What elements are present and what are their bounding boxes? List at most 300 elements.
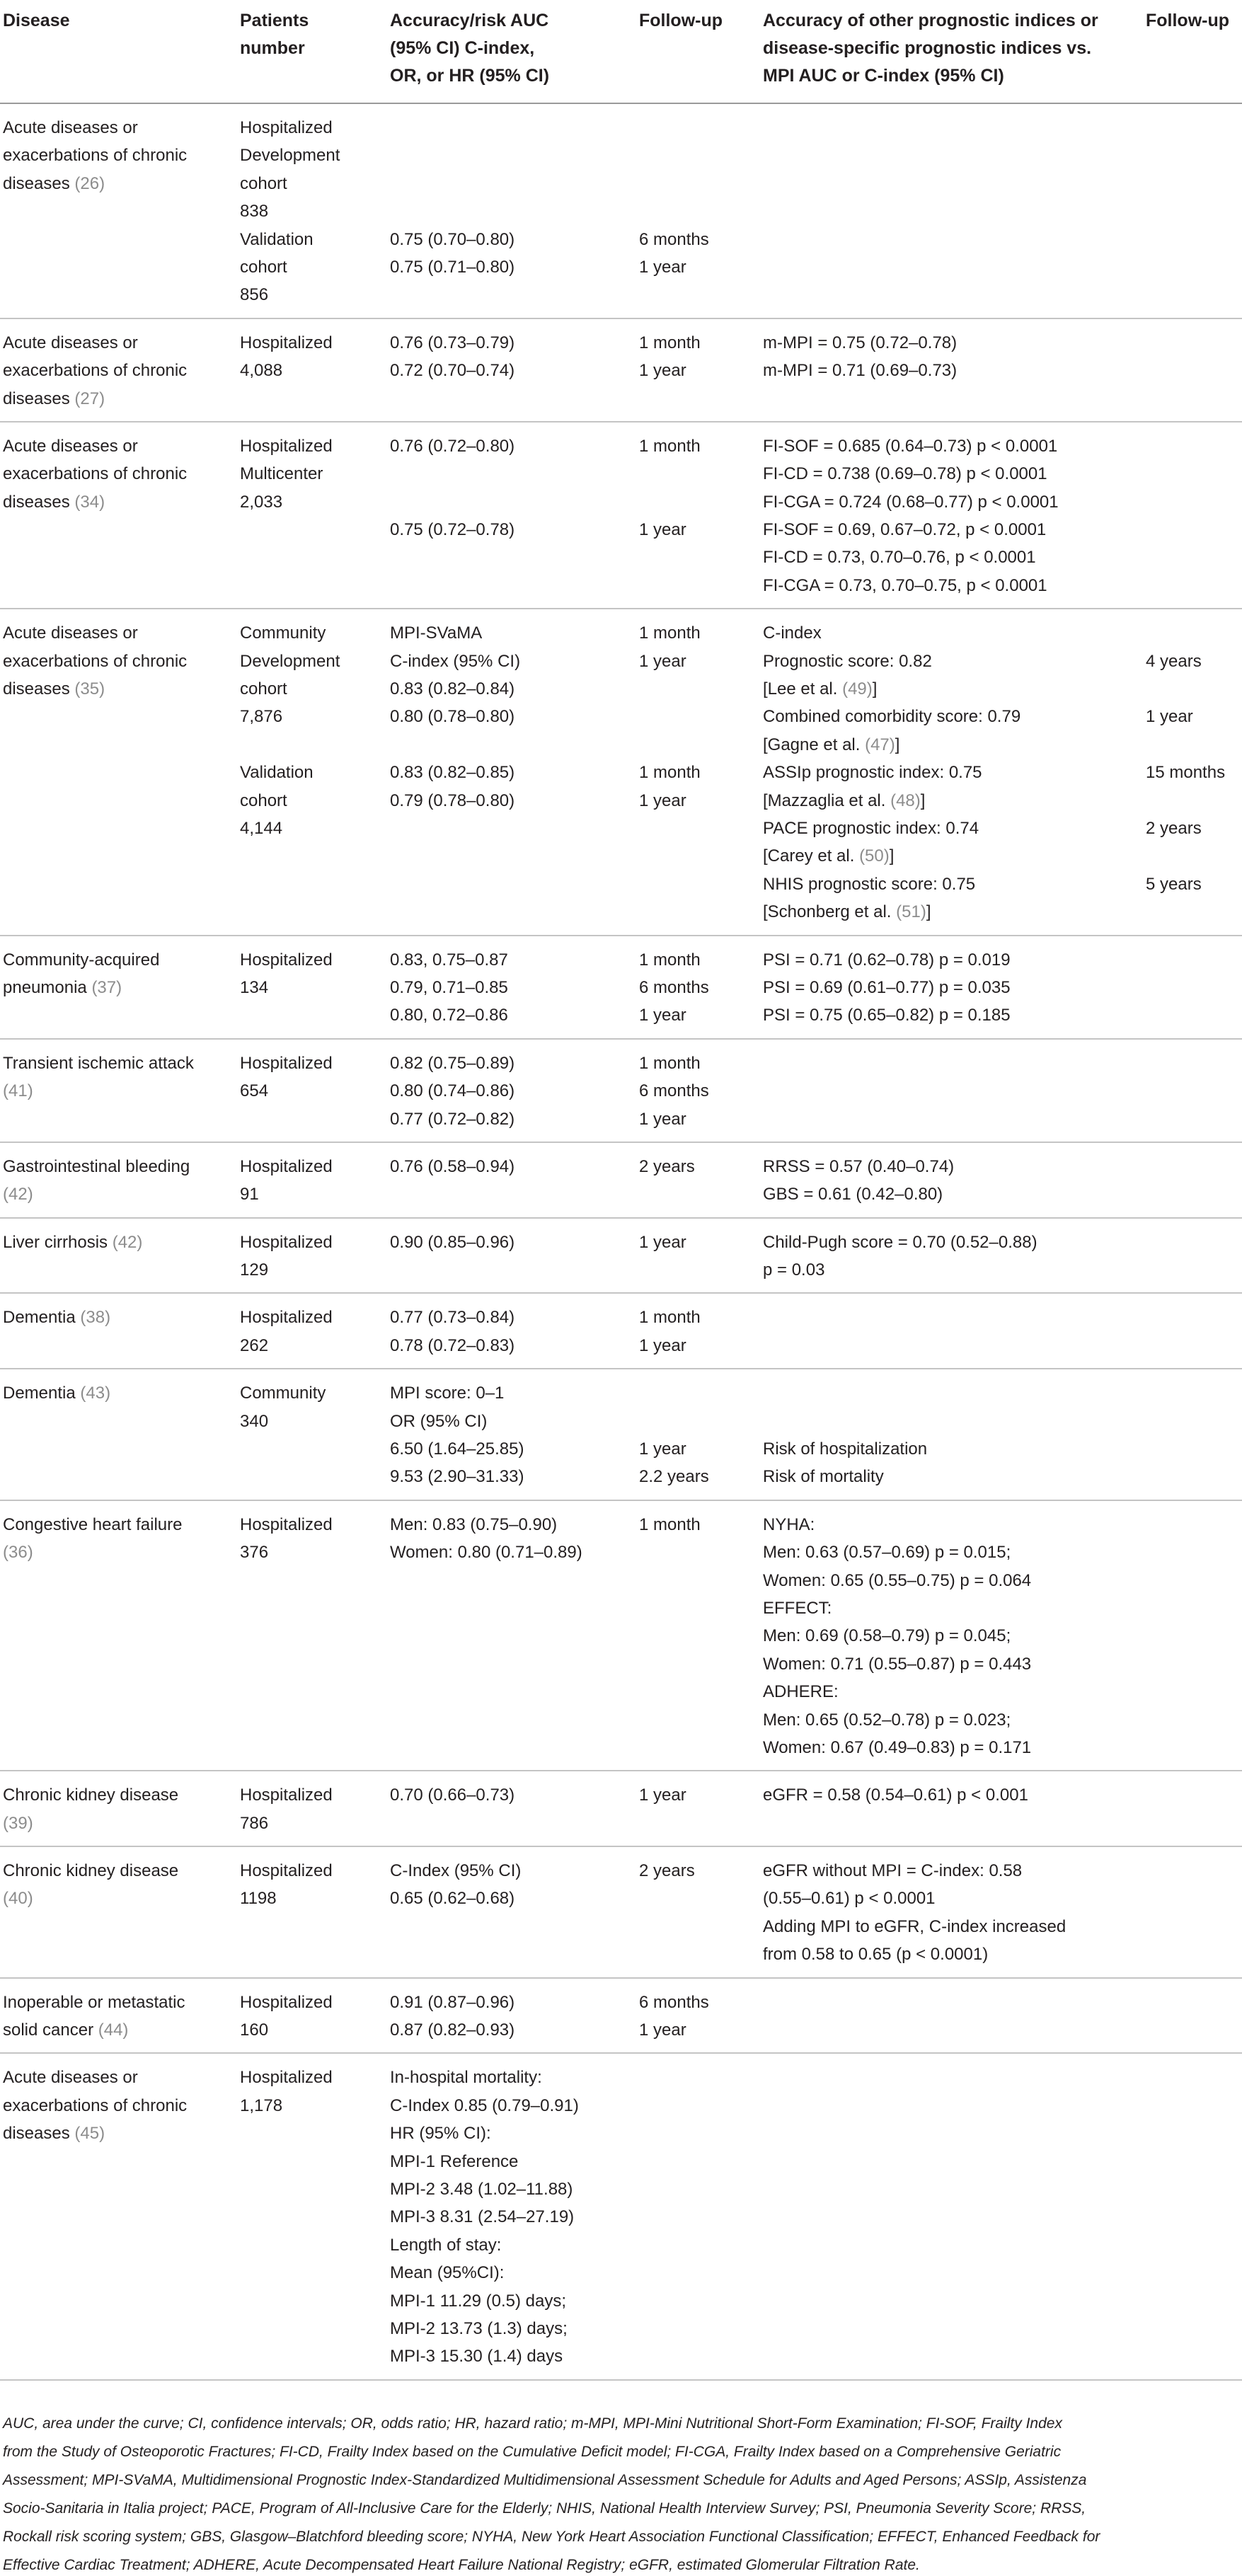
cell-line bbox=[390, 197, 632, 225]
accuracy-cell bbox=[387, 1293, 636, 1369]
cell-line: 1 year bbox=[639, 790, 686, 810]
disease-cell bbox=[0, 1771, 237, 1846]
cell-line: 0.82 (0.75–0.89) bbox=[390, 1053, 515, 1073]
accuracy-cell bbox=[387, 422, 636, 609]
cell-line: Dementia (38) bbox=[3, 1308, 111, 1328]
cell-line: 1 month bbox=[639, 1308, 701, 1328]
cell-line bbox=[639, 675, 756, 703]
table-row bbox=[0, 1369, 1242, 1500]
table-header bbox=[0, 0, 1242, 103]
cell-line: Hospitalized bbox=[240, 1514, 333, 1534]
cell-line: Development bbox=[240, 651, 340, 671]
follow-up-2-cell bbox=[1143, 422, 1242, 609]
patients-cell bbox=[237, 1846, 387, 1978]
cell-line: Hospitalized bbox=[240, 436, 333, 456]
cell-line: diseases (35) bbox=[3, 679, 105, 699]
cell-line: HR (95% CI): bbox=[390, 2124, 491, 2144]
cell-line: [Mazzaglia et al. (48)] bbox=[763, 790, 926, 810]
other-indices-cell bbox=[760, 1500, 1143, 1771]
patients-cell bbox=[237, 1771, 387, 1846]
cell-line: 856 bbox=[240, 285, 269, 305]
disease-cell bbox=[0, 1293, 237, 1369]
patients-cell bbox=[237, 1293, 387, 1369]
cell-line: cohort bbox=[240, 679, 287, 699]
cell-line: MPI-2 13.73 (1.3) days; bbox=[390, 2318, 568, 2338]
cell-line: exacerbations of chronic bbox=[3, 146, 188, 166]
cell-line: 0.83, 0.75–0.87 bbox=[390, 950, 508, 970]
cell-line bbox=[1146, 842, 1238, 870]
cell-line: 5 years bbox=[1146, 874, 1202, 894]
accuracy-cell bbox=[387, 609, 636, 935]
cell-line: Hospitalized bbox=[240, 1861, 333, 1881]
cell-line: eGFR = 0.58 (0.54–0.61) p < 0.001 bbox=[763, 1786, 1028, 1805]
disease-cell bbox=[0, 609, 237, 935]
follow-up-2-cell bbox=[1143, 1500, 1242, 1771]
patients-cell bbox=[237, 609, 387, 935]
cell-line: 0.79 (0.78–0.80) bbox=[390, 790, 515, 810]
cell-line bbox=[763, 1379, 1139, 1407]
follow-up-cell bbox=[636, 1039, 760, 1142]
cell-line: 1,178 bbox=[240, 2095, 283, 2115]
cell-line: 838 bbox=[240, 202, 269, 222]
cell-line: (36) bbox=[3, 1543, 33, 1563]
cell-line: 2 years bbox=[639, 1156, 695, 1176]
cell-line bbox=[639, 703, 756, 730]
cell-line: Prognostic score: 0.82 bbox=[763, 651, 932, 671]
cell-line: 0.77 (0.73–0.84) bbox=[390, 1308, 515, 1328]
cell-line: 1 month bbox=[639, 333, 701, 352]
cell-line: PSI = 0.69 (0.61–0.77) p = 0.035 bbox=[763, 977, 1011, 997]
cell-line: MPI-1 11.29 (0.5) days; bbox=[390, 2291, 566, 2311]
cell-line: [Lee et al. (49)] bbox=[763, 679, 878, 699]
cell-line: 376 bbox=[240, 1543, 269, 1563]
disease-cell bbox=[0, 1846, 237, 1978]
cell-line: Length of stay: bbox=[390, 2235, 502, 2255]
disease-cell bbox=[0, 103, 237, 318]
cell-line: 1 year bbox=[639, 651, 686, 671]
table-body bbox=[0, 103, 1242, 2380]
follow-up-2-cell bbox=[1143, 1978, 1242, 2054]
cell-line bbox=[1146, 619, 1238, 647]
cell-line: 4 years bbox=[1146, 651, 1202, 671]
follow-up-2-cell bbox=[1143, 1039, 1242, 1142]
cell-line: Hospitalized bbox=[240, 2068, 333, 2088]
footnote-line: Effective Cardiac Treatment; ADHERE, Acute Decompensated Heart Failure National Registry; eGFR, estimated Glomerular Filtration Rate. bbox=[3, 2557, 920, 2573]
cell-line bbox=[390, 142, 632, 169]
table-footnote bbox=[3, 2410, 1242, 2576]
cell-line: Men: 0.65 (0.52–0.78) p = 0.023; bbox=[763, 1710, 1011, 1730]
cell-line: MPI-SVaMA bbox=[390, 623, 483, 643]
accuracy-cell bbox=[387, 1039, 636, 1142]
table-row bbox=[0, 609, 1242, 935]
header-patients-number: Patients number bbox=[237, 0, 387, 103]
header-row bbox=[0, 0, 1242, 103]
header-disease: Disease bbox=[0, 0, 237, 103]
header-other-indices: Accuracy of other prognostic indices or disease-specific prognostic indices vs. MPI AUC or C-index (95% CI) bbox=[760, 0, 1143, 103]
accuracy-cell bbox=[387, 1846, 636, 1978]
cell-line: Acute diseases or bbox=[3, 118, 138, 137]
cell-line: 0.80 (0.78–0.80) bbox=[390, 707, 515, 727]
header-follow-up-2: Follow-up bbox=[1143, 0, 1242, 103]
footnote-line: Rockall risk scoring system; GBS, Glasgow–Blatchford bleeding score; NYHA, New York Heart Association Functional Classification; EFFECT, Enhanced Feedback for bbox=[3, 2529, 1100, 2545]
cell-line: Hospitalized bbox=[240, 118, 333, 137]
cell-line: Acute diseases or bbox=[3, 436, 138, 456]
cell-line: 0.91 (0.87–0.96) bbox=[390, 1992, 515, 2012]
follow-up-cell bbox=[636, 318, 760, 422]
cell-line: 0.87 (0.82–0.93) bbox=[390, 2020, 515, 2040]
cell-line bbox=[1146, 731, 1238, 759]
footnote-line: from the Study of Osteoporotic Fractures; FI-CD, Frailty Index based on the Cumulative Deficit model; FI-CGA, Frailty Index based on a Comprehensive Geriatric bbox=[3, 2444, 1062, 2460]
cell-line: NHIS prognostic score: 0.75 bbox=[763, 874, 976, 894]
cell-line: RRSS = 0.57 (0.40–0.74) bbox=[763, 1156, 955, 1176]
follow-up-cell bbox=[636, 1142, 760, 1218]
cell-line: Hospitalized bbox=[240, 1786, 333, 1805]
cell-line: exacerbations of chronic bbox=[3, 464, 188, 484]
cell-line: OR (95% CI) bbox=[390, 1411, 488, 1431]
cell-line: Gastrointestinal bleeding bbox=[3, 1156, 190, 1176]
cell-line: 0.72 (0.70–0.74) bbox=[390, 361, 515, 381]
follow-up-cell bbox=[636, 1500, 760, 1771]
cell-line: MPI-3 15.30 (1.4) days bbox=[390, 2347, 563, 2367]
cell-line: eGFR without MPI = C-index: 0.58 bbox=[763, 1861, 1023, 1881]
cell-line: p = 0.03 bbox=[763, 1260, 825, 1280]
cell-line: diseases (34) bbox=[3, 492, 105, 512]
other-indices-cell bbox=[760, 2053, 1143, 2379]
accuracy-cell bbox=[387, 936, 636, 1039]
follow-up-2-cell bbox=[1143, 609, 1242, 935]
follow-up-2-cell bbox=[1143, 1142, 1242, 1218]
other-indices-cell bbox=[760, 1846, 1143, 1978]
cell-line bbox=[390, 170, 632, 197]
cell-line: 1 year bbox=[639, 361, 686, 381]
cell-line: Transient ischemic attack bbox=[3, 1053, 194, 1073]
cell-line: exacerbations of chronic bbox=[3, 651, 188, 671]
cell-line: 1 year bbox=[639, 257, 686, 277]
cell-line: 0.70 (0.66–0.73) bbox=[390, 1786, 515, 1805]
cell-line: [Carey et al. (50)] bbox=[763, 846, 895, 866]
patients-cell bbox=[237, 1039, 387, 1142]
follow-up-cell bbox=[636, 103, 760, 318]
disease-cell bbox=[0, 2053, 237, 2379]
cell-line: MPI-1 Reference bbox=[390, 2151, 519, 2171]
cell-line: Hospitalized bbox=[240, 1156, 333, 1176]
cell-line: 340 bbox=[240, 1411, 269, 1431]
cell-line: MPI score: 0–1 bbox=[390, 1384, 505, 1403]
cell-line: 1 month bbox=[639, 436, 701, 456]
cell-line: 1 year bbox=[639, 1109, 686, 1129]
cell-line: 2.2 years bbox=[639, 1467, 709, 1487]
cell-line: Men: 0.63 (0.57–0.69) p = 0.015; bbox=[763, 1543, 1011, 1563]
follow-up-2-cell bbox=[1143, 318, 1242, 422]
cell-line: 1 month bbox=[639, 950, 701, 970]
table-row bbox=[0, 2053, 1242, 2379]
cell-line: 1 year bbox=[639, 1006, 686, 1025]
cell-line: m-MPI = 0.75 (0.72–0.78) bbox=[763, 333, 958, 352]
disease-cell bbox=[0, 1039, 237, 1142]
cell-line: 0.76 (0.72–0.80) bbox=[390, 436, 515, 456]
table-row bbox=[0, 1771, 1242, 1846]
cell-line: Hospitalized bbox=[240, 1992, 333, 2012]
disease-cell bbox=[0, 1142, 237, 1218]
cell-line: 1 year bbox=[639, 1786, 686, 1805]
follow-up-cell bbox=[636, 1978, 760, 2054]
cell-line: 6 months bbox=[639, 1992, 709, 2012]
cell-line: Liver cirrhosis (42) bbox=[3, 1232, 143, 1252]
cell-line bbox=[390, 731, 632, 759]
cell-line: MPI-2 3.48 (1.02–11.88) bbox=[390, 2180, 573, 2199]
cell-line: In-hospital mortality: bbox=[390, 2068, 542, 2088]
cell-line: 6 months bbox=[639, 229, 709, 249]
cell-line: exacerbations of chronic bbox=[3, 2095, 188, 2115]
cell-line: 4,088 bbox=[240, 361, 283, 381]
follow-up-cell bbox=[636, 422, 760, 609]
cell-line: PSI = 0.71 (0.62–0.78) p = 0.019 bbox=[763, 950, 1011, 970]
cell-line: 0.78 (0.72–0.83) bbox=[390, 1335, 515, 1355]
cell-line: 1 year bbox=[639, 2020, 686, 2040]
follow-up-2-cell bbox=[1143, 103, 1242, 318]
follow-up-2-cell bbox=[1143, 1369, 1242, 1500]
cell-line: PACE prognostic index: 0.74 bbox=[763, 818, 979, 838]
accuracy-cell bbox=[387, 318, 636, 422]
patients-cell bbox=[237, 318, 387, 422]
cell-line: Men: 0.83 (0.75–0.90) bbox=[390, 1514, 558, 1534]
cell-line: FI-CD = 0.73, 0.70–0.76, p < 0.0001 bbox=[763, 548, 1036, 568]
cell-line: FI-CD = 0.738 (0.69–0.78) p < 0.0001 bbox=[763, 464, 1047, 484]
cell-line: 262 bbox=[240, 1335, 269, 1355]
cell-line: ADHERE: bbox=[763, 1682, 839, 1702]
cell-line: Hospitalized bbox=[240, 950, 333, 970]
cell-line: 7,876 bbox=[240, 707, 283, 727]
cell-line: 160 bbox=[240, 2020, 269, 2040]
cell-line: FI-SOF = 0.69, 0.67–0.72, p < 0.0001 bbox=[763, 520, 1047, 540]
cell-line: Multicenter bbox=[240, 464, 323, 484]
cell-line: 129 bbox=[240, 1260, 269, 1280]
cell-line: Hospitalized bbox=[240, 1308, 333, 1328]
cell-line: 0.76 (0.58–0.94) bbox=[390, 1156, 515, 1176]
cell-line bbox=[639, 460, 756, 488]
cell-line: 0.80, 0.72–0.86 bbox=[390, 1006, 508, 1025]
cell-line: EFFECT: bbox=[763, 1598, 832, 1618]
other-indices-cell bbox=[760, 609, 1143, 935]
disease-cell bbox=[0, 318, 237, 422]
cell-line: Child-Pugh score = 0.70 (0.52–0.88) bbox=[763, 1232, 1037, 1252]
accuracy-cell bbox=[387, 1771, 636, 1846]
cell-line bbox=[639, 170, 756, 197]
table-row bbox=[0, 1978, 1242, 2054]
cell-line: solid cancer (44) bbox=[3, 2020, 129, 2040]
accuracy-cell bbox=[387, 1142, 636, 1218]
disease-cell bbox=[0, 936, 237, 1039]
cell-line: C-Index (95% CI) bbox=[390, 1861, 522, 1881]
other-indices-cell bbox=[760, 1369, 1143, 1500]
cell-line: C-index (95% CI) bbox=[390, 651, 521, 671]
other-indices-cell bbox=[760, 103, 1143, 318]
cell-line: [Gagne et al. (47)] bbox=[763, 735, 900, 754]
other-indices-cell bbox=[760, 1039, 1143, 1142]
cell-line: PSI = 0.75 (0.65–0.82) p = 0.185 bbox=[763, 1006, 1011, 1025]
patients-cell bbox=[237, 1978, 387, 2054]
cell-line: Congestive heart failure bbox=[3, 1514, 183, 1534]
cell-line: FI-CGA = 0.724 (0.68–0.77) p < 0.0001 bbox=[763, 492, 1059, 512]
cell-line: FI-SOF = 0.685 (0.64–0.73) p < 0.0001 bbox=[763, 436, 1058, 456]
disease-cell bbox=[0, 1500, 237, 1771]
cell-line: 9.53 (2.90–31.33) bbox=[390, 1467, 524, 1487]
patients-cell bbox=[237, 422, 387, 609]
cell-line: 1 month bbox=[639, 1514, 701, 1534]
table-row bbox=[0, 1846, 1242, 1978]
cell-line: 1 year bbox=[639, 1232, 686, 1252]
patients-cell bbox=[237, 2053, 387, 2379]
accuracy-cell bbox=[387, 103, 636, 318]
cell-line bbox=[390, 114, 632, 142]
cell-line: 654 bbox=[240, 1081, 269, 1101]
cell-line: Chronic kidney disease bbox=[3, 1861, 179, 1881]
cell-line: 1 year bbox=[1146, 707, 1193, 727]
other-indices-cell bbox=[760, 1142, 1143, 1218]
cell-line: Men: 0.69 (0.58–0.79) p = 0.045; bbox=[763, 1626, 1011, 1646]
cell-line: Community-acquired bbox=[3, 950, 160, 970]
cell-line bbox=[639, 1408, 756, 1435]
follow-up-cell bbox=[636, 2053, 760, 2379]
cell-line: 0.83 (0.82–0.84) bbox=[390, 679, 515, 699]
cell-line bbox=[639, 142, 756, 169]
cell-line: (41) bbox=[3, 1081, 33, 1101]
cell-line: m-MPI = 0.71 (0.69–0.73) bbox=[763, 361, 958, 381]
patients-cell bbox=[237, 1218, 387, 1294]
cell-line: Acute diseases or bbox=[3, 623, 138, 643]
follow-up-cell bbox=[636, 1771, 760, 1846]
cell-line: 2 years bbox=[1146, 818, 1202, 838]
cell-line: Validation bbox=[240, 763, 314, 783]
patients-cell bbox=[237, 1369, 387, 1500]
cell-line: 0.77 (0.72–0.82) bbox=[390, 1109, 515, 1129]
cell-line: cohort bbox=[240, 173, 287, 193]
follow-up-2-cell bbox=[1143, 1293, 1242, 1369]
patients-cell bbox=[237, 1142, 387, 1218]
cell-line: 0.80 (0.74–0.86) bbox=[390, 1081, 515, 1101]
follow-up-cell bbox=[636, 609, 760, 935]
cell-line: Women: 0.67 (0.49–0.83) p = 0.171 bbox=[763, 1737, 1032, 1757]
cell-line: Validation bbox=[240, 229, 314, 249]
cell-line bbox=[639, 488, 756, 516]
cell-line: [Schonberg et al. (51)] bbox=[763, 902, 931, 922]
follow-up-cell bbox=[636, 936, 760, 1039]
cell-line: NYHA: bbox=[763, 1514, 815, 1534]
other-indices-cell bbox=[760, 936, 1143, 1039]
cell-line: Community bbox=[240, 623, 326, 643]
follow-up-cell bbox=[636, 1369, 760, 1500]
cell-line bbox=[1146, 787, 1238, 815]
disease-cell bbox=[0, 1218, 237, 1294]
cell-line: 0.83 (0.82–0.85) bbox=[390, 763, 515, 783]
cell-line: 134 bbox=[240, 977, 269, 997]
cell-line: 1 year bbox=[639, 520, 686, 540]
cell-line: 1198 bbox=[240, 1889, 277, 1909]
cell-line: Hospitalized bbox=[240, 1053, 333, 1073]
cell-line: Dementia (43) bbox=[3, 1384, 111, 1403]
header-follow-up: Follow-up bbox=[636, 0, 760, 103]
cell-line: Hospitalized bbox=[240, 1232, 333, 1252]
accuracy-cell bbox=[387, 1978, 636, 2054]
cell-line: 1 month bbox=[639, 763, 701, 783]
cell-line: 6.50 (1.64–25.85) bbox=[390, 1439, 524, 1459]
header-accuracy: Accuracy/risk AUC (95% CI) C-index, OR, or HR (95% CI) bbox=[387, 0, 636, 103]
cell-line: 0.75 (0.72–0.78) bbox=[390, 520, 515, 540]
table-row bbox=[0, 1293, 1242, 1369]
cell-line: 2,033 bbox=[240, 492, 283, 512]
table-row bbox=[0, 936, 1242, 1039]
follow-up-cell bbox=[636, 1218, 760, 1294]
cell-line: Acute diseases or bbox=[3, 2068, 138, 2088]
cell-line: Risk of hospitalization bbox=[763, 1439, 928, 1459]
follow-up-2-cell bbox=[1143, 936, 1242, 1039]
cell-line: 1 month bbox=[639, 623, 701, 643]
follow-up-2-cell bbox=[1143, 2053, 1242, 2379]
cell-line: Mean (95%CI): bbox=[390, 2263, 505, 2283]
table-row bbox=[0, 422, 1242, 609]
patients-cell bbox=[237, 1500, 387, 1771]
patients-cell bbox=[237, 936, 387, 1039]
cell-line: 0.76 (0.73–0.79) bbox=[390, 333, 515, 352]
follow-up-cell bbox=[636, 1846, 760, 1978]
cell-line: (0.55–0.61) p < 0.0001 bbox=[763, 1889, 936, 1909]
cell-line: cohort bbox=[240, 257, 287, 277]
cell-line: Adding MPI to eGFR, C-index increased bbox=[763, 1916, 1066, 1936]
table-row bbox=[0, 1218, 1242, 1294]
other-indices-cell bbox=[760, 1293, 1143, 1369]
cell-line: diseases (27) bbox=[3, 389, 105, 408]
cell-line: from 0.58 to 0.65 (p < 0.0001) bbox=[763, 1945, 989, 1965]
cell-line: (39) bbox=[3, 1813, 33, 1833]
footnote-line: Socio-Sanitaria in Italia project; PACE, Program of All-Inclusive Care for the Elderly; NHIS, National Health Interview Survey; PSI, Pneumonia Severity Score; RRSS, bbox=[3, 2500, 1086, 2517]
cell-line: 6 months bbox=[639, 977, 709, 997]
footnote-line: Assessment; MPI-SVaMA, Multidimensional Prognostic Index-Standardized Multidimensional Assessment Schedule for Adults and Aged Persons; ASSIp, Assistenza bbox=[3, 2472, 1087, 2488]
cell-line: C-index bbox=[763, 623, 822, 643]
cell-line: 1 year bbox=[639, 1439, 686, 1459]
cell-line bbox=[639, 731, 756, 759]
cell-line: 1 year bbox=[639, 1335, 686, 1355]
cell-line: MPI-3 8.31 (2.54–27.19) bbox=[390, 2207, 575, 2227]
cell-line bbox=[1146, 675, 1238, 703]
cell-line: 0.90 (0.85–0.96) bbox=[390, 1232, 515, 1252]
cell-line: Women: 0.71 (0.55–0.87) p = 0.443 bbox=[763, 1654, 1032, 1674]
cell-line: 0.79, 0.71–0.85 bbox=[390, 977, 508, 997]
disease-cell bbox=[0, 422, 237, 609]
cell-line: 2 years bbox=[639, 1861, 695, 1881]
cell-line: diseases (45) bbox=[3, 2124, 105, 2144]
other-indices-cell bbox=[760, 1771, 1143, 1846]
cell-line bbox=[639, 1379, 756, 1407]
cell-line: pneumonia (37) bbox=[3, 977, 122, 997]
cell-line bbox=[390, 460, 632, 488]
follow-up-2-cell bbox=[1143, 1218, 1242, 1294]
cell-line: GBS = 0.61 (0.42–0.80) bbox=[763, 1185, 943, 1204]
footnote-line: AUC, area under the curve; CI, confidence intervals; OR, odds ratio; HR, hazard ratio; m-MPI, MPI-Mini Nutritional Short-Form Examination; FI-SOF, Frailty Index bbox=[3, 2415, 1062, 2432]
cell-line: 0.75 (0.70–0.80) bbox=[390, 229, 515, 249]
cell-line bbox=[763, 1408, 1139, 1435]
cell-line: Development bbox=[240, 146, 340, 166]
accuracy-cell bbox=[387, 1218, 636, 1294]
cell-line: 0.65 (0.62–0.68) bbox=[390, 1889, 515, 1909]
accuracy-cell bbox=[387, 1500, 636, 1771]
patients-cell bbox=[237, 103, 387, 318]
accuracy-cell bbox=[387, 1369, 636, 1500]
accuracy-cell bbox=[387, 2053, 636, 2379]
cell-line bbox=[639, 114, 756, 142]
other-indices-cell bbox=[760, 318, 1143, 422]
table-row bbox=[0, 1500, 1242, 1771]
table-row bbox=[0, 318, 1242, 422]
